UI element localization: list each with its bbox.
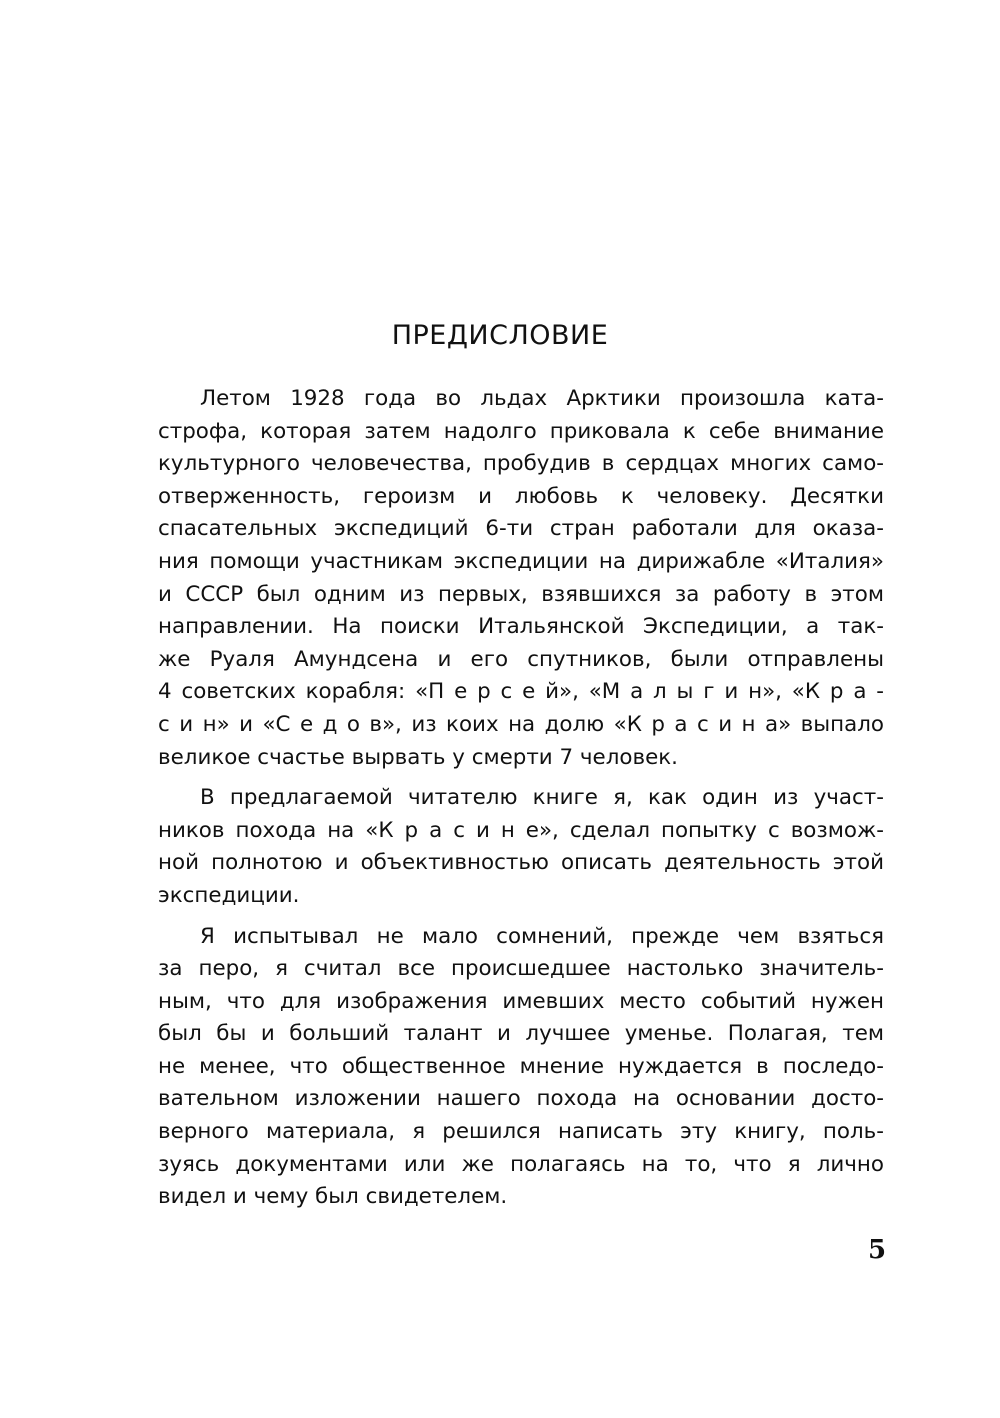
page-number: 5: [868, 1235, 887, 1265]
text-line: с и н» и «С е д о в», из коих на долю «К р а с и н а» выпало: [158, 711, 884, 737]
text-line: же Руаля Амундсена и его спутников, были отправлены: [158, 646, 884, 672]
text-line: видел и чему был свидетелем.: [158, 1184, 508, 1210]
text-line: ной полнотою и объективностью описать деятельность этой: [158, 850, 884, 876]
text-line: был бы и больший талант и лучшее уменье. Полагая, тем: [158, 1021, 884, 1047]
text-line: ным, что для изображения имевших место событий нужен: [158, 988, 884, 1014]
text-line: ния помощи участникам экспедиции на дирижабле «Италия»: [158, 548, 884, 574]
text-line: зуясь документами или же полагаясь на то, что я лично: [158, 1151, 884, 1177]
text-line: культурного человечества, пробудив в сердцах многих само-: [158, 451, 884, 477]
text-line: спасательных экспедиций 6-ти стран работали для оказа-: [158, 516, 884, 542]
preface-text: [158, 383, 884, 1222]
text-line: великое счастье вырвать у смерти 7 человек.: [158, 744, 678, 770]
text-line: Я испытывал не мало сомнений, прежде чем взяться: [200, 923, 884, 949]
text-line: не менее, что общественное мнение нуждается в последо-: [158, 1053, 884, 1079]
page-heading: ПРЕДИСЛОВИЕ: [391, 320, 609, 351]
text-line: вательном изложении нашего похода на основании досто-: [158, 1086, 884, 1112]
text-line: экспедиции.: [158, 882, 300, 908]
text-line: за перо, я считал все происшедшее настолько значитель-: [158, 956, 884, 982]
text-line: строфа, которая затем надолго приковала к себе внимание: [158, 418, 884, 444]
paragraph-3: [158, 921, 884, 1214]
text-line: Летом 1928 года во льдах Арктики произошла ката-: [200, 386, 884, 411]
text-line: 4 советских корабля: «П е р с е й», «М а л ы г и н», «К р а -: [158, 679, 884, 705]
text-line: ников похода на «К р а с и н е», сделал попытку с возмож-: [158, 817, 884, 843]
text-line: и СССР был одним из первых, взявшихся за работу в этом: [158, 581, 884, 607]
text-line: отверженность, героизм и любовь к человеку. Десятки: [158, 483, 884, 509]
text-line: В предлагаемой читателю книге я, как один из участ-: [200, 785, 884, 811]
text-line: верного материала, я решился написать эту книгу, поль-: [158, 1119, 884, 1145]
paragraph-2: [158, 782, 884, 912]
text-line: направлении. На поиски Итальянской Экспедиции, а так-: [158, 614, 884, 640]
paragraph-1: [158, 383, 884, 774]
